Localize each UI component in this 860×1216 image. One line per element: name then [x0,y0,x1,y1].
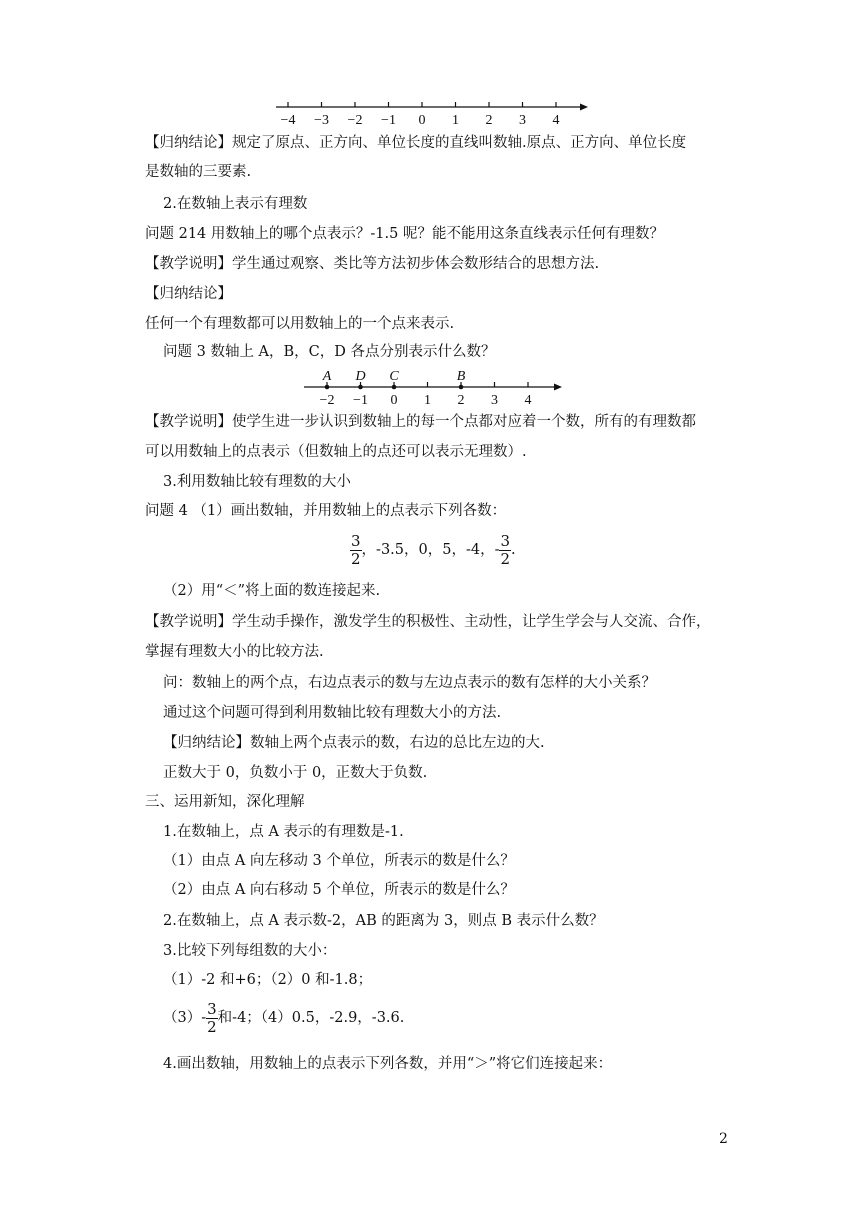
tick-label: −4 [280,113,296,128]
conclusion-paragraph-cont: 是数轴的三要素. [145,164,252,180]
point-label: A [322,369,332,384]
teaching-note-2: 【教学说明】学生通过观察、类比等方法初步体会数形结合的思想方法. [145,256,600,272]
conclusion-paragraph: 【归纳结论】规定了原点、正方向、单位长度的直线叫数轴.原点、正方向、单位长度 [145,135,687,151]
exercise-1: 1.在数轴上，点 A 表示的有理数是-1. [163,824,404,840]
number-line-1 [270,96,590,132]
point-c [392,385,397,390]
tick-label: 0 [390,393,398,408]
point-label: B [456,369,466,384]
ask-question: 问：数轴上的两个点，右边点表示的数与左边点表示的数有怎样的大小关系？ [163,675,656,691]
teaching-note-4-cont: 掌握有理数大小的比较方法. [145,644,324,660]
teaching-note-3-cont: 可以用数轴上的点表示（但数轴上的点还可以表示无理数）. [145,444,527,460]
tick-label: 2 [457,393,465,408]
conclusion-heading-2: 【归纳结论】 [145,286,232,302]
tick-label: −1 [381,113,396,128]
conclusion-4-cont: 正数大于 0，负数小于 0，正数大于负数. [163,765,428,781]
section-heading-three: 三、运用新知，深化理解 [145,794,305,810]
point-b [459,385,464,390]
tick-label: 1 [452,113,459,128]
exercise-2: 2.在数轴上，点 A 表示数-2，AB 的距离为 3，则点 B 表示什么数？ [163,913,604,929]
exercise-1b: （2）由点 A 向右移动 5 个单位，所表示的数是什么？ [163,882,515,898]
number-line-2 [300,366,570,408]
tick-label: −2 [347,113,363,128]
tick-label: 0 [418,113,426,128]
tick-label: 4 [552,113,560,128]
point-label: C [389,369,399,384]
exercise-3a: （1）-2 和+6；（2）0 和-1.8； [163,972,373,988]
tick-label: 1 [424,393,431,408]
tick-label: 3 [519,113,526,128]
fraction-three-halves: $\frac{3}{2}$ [351,531,361,568]
section-heading-3: 3.利用数轴比较有理数的大小 [163,474,351,490]
axis-arrow [554,384,562,391]
tick-label: −2 [319,393,335,408]
tick-label: −1 [353,393,368,408]
question-4-part2: （2）用“＜”将上面的数连接起来. [163,583,381,599]
section-heading-2: 2.在数轴上表示有理数 [163,196,308,212]
conclusion-4: 【归纳结论】数轴上两个点表示的数，右边的总比左边的大. [163,735,545,751]
point-label: D [355,369,366,384]
tick-label: 3 [491,393,498,408]
teaching-note-3: 【教学说明】使学生进一步认识到数轴上的每一个点都对应着一个数，所有的有理数都 [145,414,696,430]
tick-label: 2 [485,113,493,128]
number-list: $\frac{3}{2}$ ，-3.5，0，5，-4，- $\frac{3}{2}$ . [351,531,516,568]
exercise-1a: （1）由点 A 向左移动 3 个单位，所表示的数是什么？ [163,853,515,869]
ask-answer: 通过这个问题可得到利用数轴比较有理数大小的方法. [163,705,502,721]
fraction-neg-three-halves: $\frac{3}{2}$ [207,999,217,1036]
exercise-4: 4.画出数轴，用数轴上的点表示下列各数，并用“＞”将它们连接起来： [163,1056,613,1072]
question-3: 问题 3 数轴上 A，B，C，D 各点分别表示什么数？ [163,344,496,360]
exercise-3: 3.比较下列每组数的大小： [163,943,337,959]
point-d [358,385,363,390]
teaching-note-4: 【教学说明】学生动手操作，激发学生的积极性、主动性，让学生学会与人交流、合作， [145,614,711,630]
point-a [325,385,330,390]
tick-label: 4 [524,393,532,408]
fraction-three-halves-negative: $\frac{3}{2}$ [500,531,511,568]
question-4: 问题 4 （1）画出数轴，并用数轴上的点表示下列各数： [145,503,507,519]
page-number: 2 [719,1131,728,1147]
question-2: 问题 214 用数轴上的哪个点表示？-1.5 呢？能不能用这条直线表示任何有理数？ [145,226,664,242]
exercise-3b: （3）- $\frac{3}{2}$ 和-4；（4）0.5，-2.9，-3.6. [163,999,405,1036]
conclusion-text-2: 任何一个有理数都可以用数轴上的一个点来表示. [145,316,455,332]
tick-label: −3 [314,113,329,128]
axis-arrow [580,104,588,111]
